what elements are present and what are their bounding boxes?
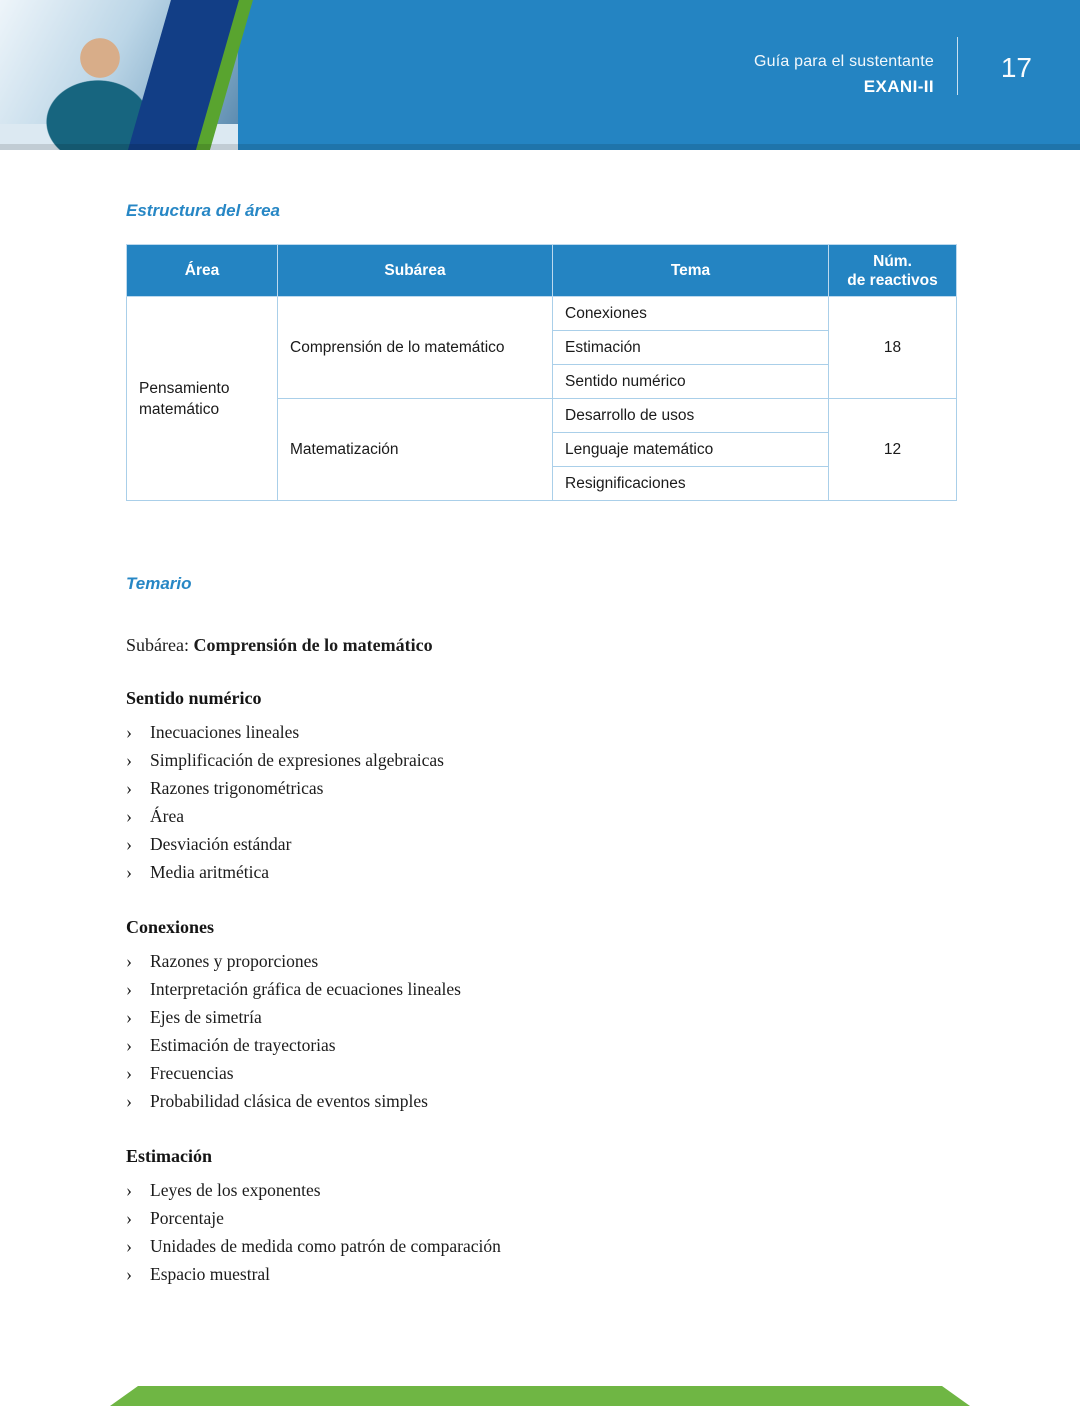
footer-accent-band (110, 1386, 970, 1406)
list-item-text: Espacio muestral (150, 1264, 271, 1284)
list-item-text: Leyes de los exponentes (150, 1180, 321, 1200)
list-item (126, 975, 956, 1003)
list-item-text: Ejes de simetría (150, 1007, 262, 1027)
list-item (126, 858, 956, 886)
chevron-bullet-icon: › (126, 1264, 132, 1284)
topic-group-sentido-numerico (126, 687, 956, 886)
tema-cell: Lenguaje matemático (553, 433, 829, 467)
topic-group-estimacion (126, 1145, 956, 1288)
area-cell: Pensamiento matemático (127, 297, 278, 501)
section-heading-temario: Temario (126, 574, 192, 593)
header-text-block (754, 53, 934, 97)
list-item (126, 802, 956, 830)
subarea-line (126, 633, 956, 657)
topic-group-title: Estimación (126, 1146, 213, 1166)
topic-group-title: Sentido numérico (126, 688, 262, 708)
structure-table (126, 244, 957, 501)
chevron-bullet-icon: › (126, 722, 132, 742)
page-number: 17 (1000, 52, 1032, 83)
subarea-name: Comprensión de lo matemático (193, 635, 433, 655)
chevron-bullet-icon: › (126, 806, 132, 826)
content-area (126, 200, 956, 1288)
header-subtitle: Guía para el sustentante (753, 53, 934, 70)
list-item-text: Media aritmética (150, 862, 270, 882)
num-cell: 12 (829, 399, 957, 501)
list-item (126, 830, 956, 858)
num-cell: 18 (829, 297, 957, 399)
chevron-bullet-icon: › (126, 834, 132, 854)
chevron-bullet-icon: › (126, 778, 132, 798)
list-item-text: Área (150, 806, 185, 826)
chevron-bullet-icon: › (126, 1007, 132, 1027)
list-item (126, 718, 956, 746)
list-item (126, 1232, 956, 1260)
chevron-bullet-icon: › (126, 951, 132, 971)
chevron-bullet-icon: › (126, 1091, 132, 1111)
list-item (126, 1176, 956, 1204)
tema-cell: Desarrollo de usos (553, 399, 829, 433)
chevron-bullet-icon: › (126, 1063, 132, 1083)
list-item (126, 1204, 956, 1232)
list-item (126, 746, 956, 774)
tema-cell: Resignificaciones (553, 467, 829, 501)
subarea-cell: Comprensión de lo matemático (278, 297, 553, 399)
chevron-bullet-icon: › (126, 1236, 132, 1256)
list-item (126, 1087, 956, 1115)
list-item (126, 1059, 956, 1087)
table-header-row (127, 245, 957, 297)
topic-group-title: Conexiones (126, 917, 215, 937)
list-item (126, 774, 956, 802)
list-item (126, 1003, 956, 1031)
chevron-bullet-icon: › (126, 979, 132, 999)
tema-cell: Estimación (553, 331, 829, 365)
chevron-bullet-icon: › (126, 750, 132, 770)
list-item-text: Desviación estándar (150, 834, 292, 854)
list-item (126, 947, 956, 975)
chevron-bullet-icon: › (126, 1208, 132, 1228)
page-header (0, 0, 1080, 150)
tema-cell: Sentido numérico (553, 365, 829, 399)
list-item (126, 1031, 956, 1059)
chevron-bullet-icon: › (126, 1180, 132, 1200)
subarea-label: Subárea: (126, 635, 189, 655)
chevron-bullet-icon: › (126, 862, 132, 882)
list-item-text: Interpretación gráfica de ecuaciones lineales (150, 979, 461, 999)
col-header-num-line2: de reactivos (847, 271, 938, 289)
header-divider (957, 37, 958, 95)
table-row (127, 297, 957, 331)
header-title: EXANI-II (863, 77, 934, 96)
section-heading-estructura: Estructura del área (126, 201, 281, 220)
list-item-text: Razones y proporciones (150, 951, 319, 971)
list-item-text: Unidades de medida como patrón de comparación (150, 1236, 501, 1256)
col-header-num-line1: Núm. (873, 252, 912, 270)
tema-cell: Conexiones (553, 297, 829, 331)
col-header-tema: Tema (553, 245, 829, 297)
list-item-text: Probabilidad clásica de eventos simples (150, 1091, 428, 1111)
list-item-text: Frecuencias (150, 1063, 234, 1083)
list-item-text: Porcentaje (150, 1208, 224, 1228)
topic-group-conexiones (126, 916, 956, 1115)
chevron-bullet-icon: › (126, 1035, 132, 1055)
col-header-subarea: Subárea (278, 245, 553, 297)
subarea-cell: Matematización (278, 399, 553, 501)
list-item-text: Inecuaciones lineales (150, 722, 300, 742)
list-item-text: Razones trigonométricas (150, 778, 324, 798)
list-item-text: Simplificación de expresiones algebraicas (150, 750, 444, 770)
col-header-num (829, 245, 957, 297)
col-header-area: Área (127, 245, 278, 297)
list-item-text: Estimación de trayectorias (150, 1035, 336, 1055)
list-item (126, 1260, 956, 1288)
